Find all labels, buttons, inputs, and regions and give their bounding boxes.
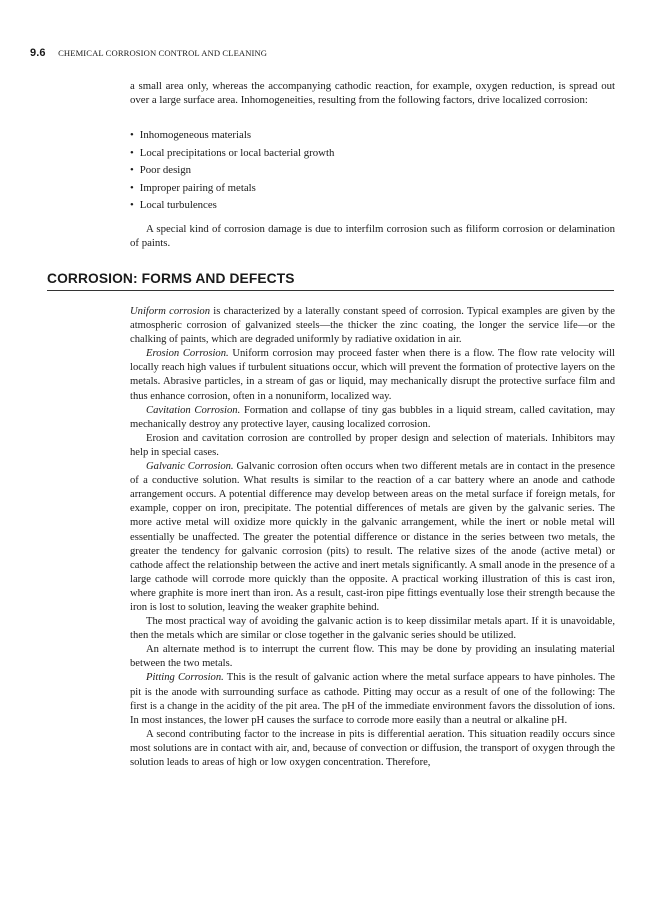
list-item: • Poor design (130, 163, 615, 181)
galvanic-text: Galvanic corrosion often occurs when two different metals are in contact in the presence of a conductive solution. What results is similar to the reaction of a car battery where an anode and cathode arrangement occurs. A potential difference may develop between areas on the metal surface if foreign metals, for example, copper on iron, precipitate. The potential differences of metals are given by the galvanic series. The more active metal will oxidize more quickly in the galvanic arrangement, while the inert or noble metal will essentially be unaffected. The greater the potential difference or distance in the series between two metals, the greater the tendency for galvanic corrosion (pits) to result. The relative sizes of the anode (active metal) or cathode affect the relationship between the active and inert metals significantly. A small anode in the presence of a large cathode will corrode more quickly than the opposite. A practical working illustration of this is cast iron, where graphite is more inert than iron. As a result, cast-iron pipe fittings eventually lose their strength because the iron is lost to solution, leaving the weaker graphite behind. (130, 461, 615, 613)
list-item: • Inhomogeneous materials (130, 128, 615, 146)
pitting-paragraph (130, 671, 615, 727)
intro-paragraph: a small area only, whereas the accompanying cathodic reaction, for example, oxygen reduction, is spread out over a large surface area. Inhomogeneities, resulting from the following factors, drive localized corrosion: (130, 80, 615, 107)
uniform-lead: Uniform corrosion (130, 306, 210, 317)
erosion-control-paragraph: Erosion and cavitation corrosion are controlled by proper design and selection of materials. Inhibitors may help in special cases. (130, 432, 615, 458)
list-item: • Local turbulences (130, 198, 615, 216)
cavitation-lead: Cavitation Corrosion. (146, 404, 241, 416)
alternate-method-paragraph: An alternate method is to interrupt the current flow. This may be done by providing an insulating material between the two metals. (130, 644, 615, 670)
cavitation-text: Formation and collapse of tiny gas bubbles in a liquid stream, called cavitation, may mechanically destroy any protective layer, causing localized corrosion. (130, 404, 615, 430)
page-number: 9.6 (30, 47, 46, 59)
galvanic-lead: Galvanic Corrosion. (146, 461, 234, 473)
erosion-lead: Erosion Corrosion. (146, 348, 229, 360)
section-body (130, 305, 615, 770)
cavitation-paragraph (130, 404, 615, 432)
uniform-text: is characterized by a laterally constant speed of corrosion. Typical examples are given by the atmospheric corrosion of galvanized steels—the thicker the zinc coating, the longer the service life—or the chalking of paints, which are degraded uniformly by radiative oxidation in air. (130, 306, 615, 346)
pitting-lead: Pitting Corrosion. (146, 672, 224, 684)
pitting-text: This is the result of galvanic action where the metal surface appears to have pinholes. The pit is the anode with surrounding surface as cathode. Pitting may occur as a result of one of the following: The first is a change in the acidity of the pit area. The pH of the immediate environment favors the dissolution of ions. In most instances, the lower pH causes the surface to corrode more easily than a neutral or alkaline pH. (130, 672, 615, 726)
second-factor-paragraph: A second contributing factor to the increase in pits is differential aeration. This situation readily occurs since most solutions are in contact with air, and, because of convection or diffusion, the transport of oxygen through the solution leads to areas of high or low oxygen concentration. Therefore, (130, 728, 615, 768)
running-header (30, 47, 630, 59)
special-paragraph-block (130, 222, 615, 250)
bullet-list (130, 128, 615, 216)
section-heading: CORROSION: FORMS AND DEFECTS (47, 271, 614, 291)
special-paragraph: A special kind of corrosion damage is due to interfilm corrosion such as filiform corrosion or delamination of paints. (130, 223, 615, 250)
practical-way-paragraph: The most practical way of avoiding the galvanic action is to keep dissimilar metals apart. If it is unavoidable, then the metals which are similar or close together in the galvanic series should be utilized. (130, 616, 615, 642)
list-item: • Local precipitations or local bacterial growth (130, 146, 615, 164)
erosion-paragraph (130, 347, 615, 403)
galvanic-paragraph (130, 460, 615, 615)
list-item: • Improper pairing of metals (130, 181, 615, 199)
intro-paragraph-block (130, 79, 615, 107)
running-title: CHEMICAL CORROSION CONTROL AND CLEANING (58, 48, 268, 58)
erosion-text: Uniform corrosion may proceed faster when there is a flow. The flow rate velocity will locally reach high values if turbulent situations occur, which will prevent the formation of protective layers on the metals. Abrasive particles, in a stream of gas or liquid, may mechanically disrupt the protective surface film and thus enhance corrosion, often in a nonuniform, localized way. (130, 348, 615, 402)
uniform-paragraph (130, 305, 615, 347)
